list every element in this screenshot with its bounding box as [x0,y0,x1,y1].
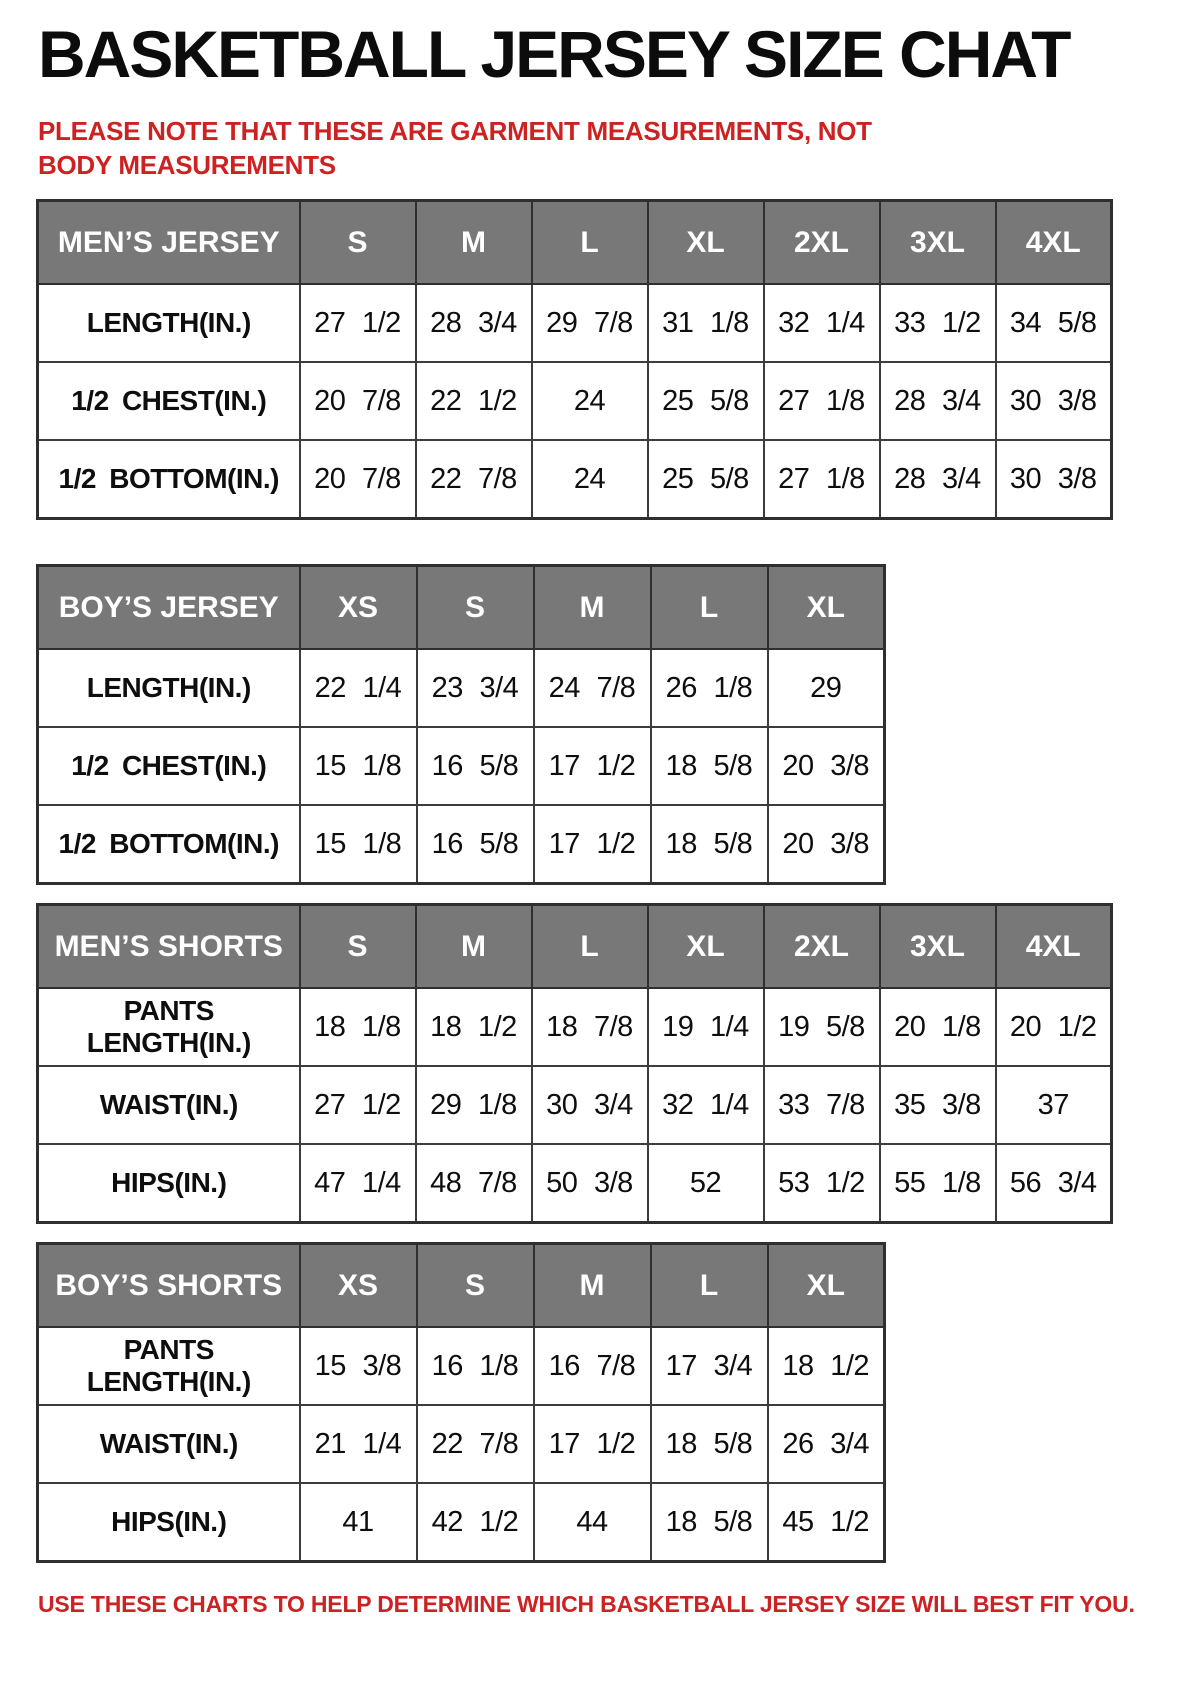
value-cell: 25 5/8 [648,440,764,518]
value-cell: 25 5/8 [648,362,764,440]
value-cell: 18 5/8 [651,727,768,805]
value-cell: 15 3/8 [300,1327,417,1405]
fit-advice-note: USE THESE CHARTS TO HELP DETERMINE WHICH BASKETBALL JERSEY SIZE WILL BEST FIT YOU. [38,1590,1135,1617]
table-title-cell: MEN’S JERSEY [38,200,300,284]
value-cell: 30 3/8 [996,440,1112,518]
value-cell: 56 3/4 [996,1144,1112,1222]
table-row [38,1144,1112,1222]
value-cell: 19 1/4 [648,988,764,1066]
row-label-cell: 1/2 CHEST(IN.) [38,362,300,440]
size-header-cell: XL [768,565,885,649]
size-header-cell: L [532,200,648,284]
value-cell: 32 1/4 [764,284,880,362]
row-label-cell: PANTS LENGTH(IN.) [38,1327,300,1405]
value-cell: 18 5/8 [651,1483,768,1561]
value-cell: 20 1/2 [996,988,1112,1066]
garment-measurements-note: PLEASE NOTE THAT THESE ARE GARMENT MEASUREMENTS, NOT BODY MEASUREMENTS [38,116,872,181]
value-cell: 35 3/8 [880,1066,996,1144]
table-row [38,1405,885,1483]
value-cell: 30 3/8 [996,362,1112,440]
size-chart-page [0,17,1200,1618]
value-cell: 29 7/8 [532,284,648,362]
table-header-row [38,200,1112,284]
value-cell: 50 3/8 [532,1144,648,1222]
size-header-cell: 2XL [764,904,880,988]
size-table-3 [36,1242,886,1563]
value-cell: 26 1/8 [651,649,768,727]
value-cell: 33 7/8 [764,1066,880,1144]
page-title: BASKETBALL JERSEY SIZE CHAT [38,17,1070,91]
table-row [38,284,1112,362]
value-cell: 26 3/4 [768,1405,885,1483]
row-label-cell: LENGTH(IN.) [38,284,300,362]
value-cell: 53 1/2 [764,1144,880,1222]
value-cell: 17 1/2 [534,1405,651,1483]
value-cell: 29 1/8 [416,1066,532,1144]
value-cell: 18 5/8 [651,1405,768,1483]
value-cell: 15 1/8 [300,727,417,805]
value-cell: 27 1/8 [764,362,880,440]
value-cell: 42 1/2 [417,1483,534,1561]
value-cell: 28 3/4 [880,362,996,440]
size-header-cell: 2XL [764,200,880,284]
table-header-row [38,904,1112,988]
table-row [38,1066,1112,1144]
value-cell: 16 5/8 [417,727,534,805]
value-cell: 18 7/8 [532,988,648,1066]
table-title-cell: BOY’S SHORTS [38,1243,300,1327]
row-label-cell: 1/2 BOTTOM(IN.) [38,440,300,518]
value-cell: 24 7/8 [534,649,651,727]
row-label-cell: HIPS(IN.) [38,1483,300,1561]
size-header-cell: 3XL [880,904,996,988]
size-header-cell: L [651,1243,768,1327]
value-cell: 33 1/2 [880,284,996,362]
size-header-cell: S [417,1243,534,1327]
size-header-cell: M [534,565,651,649]
value-cell: 27 1/2 [300,1066,416,1144]
value-cell: 18 5/8 [651,805,768,883]
value-cell: 22 1/4 [300,649,417,727]
value-cell: 19 5/8 [764,988,880,1066]
value-cell: 48 7/8 [416,1144,532,1222]
value-cell: 29 [768,649,885,727]
size-header-cell: XL [648,904,764,988]
table-row [38,988,1112,1066]
row-label-cell: 1/2 BOTTOM(IN.) [38,805,300,883]
size-header-cell: XS [300,565,417,649]
size-tables-container [0,199,1200,1563]
value-cell: 23 3/4 [417,649,534,727]
value-cell: 16 5/8 [417,805,534,883]
value-cell: 18 1/2 [768,1327,885,1405]
size-table-2 [36,903,1113,1224]
table-title-cell: MEN’S SHORTS [38,904,300,988]
value-cell: 18 1/8 [300,988,416,1066]
value-cell: 17 1/2 [534,727,651,805]
value-cell: 27 1/2 [300,284,416,362]
value-cell: 16 1/8 [417,1327,534,1405]
value-cell: 17 1/2 [534,805,651,883]
value-cell: 24 [532,362,648,440]
size-header-cell: S [300,904,416,988]
value-cell: 15 1/8 [300,805,417,883]
value-cell: 16 7/8 [534,1327,651,1405]
table-title-cell: BOY’S JERSEY [38,565,300,649]
size-header-cell: XS [300,1243,417,1327]
size-header-cell: M [416,904,532,988]
size-header-cell: 4XL [996,200,1112,284]
value-cell: 37 [996,1066,1112,1144]
value-cell: 21 1/4 [300,1405,417,1483]
value-cell: 47 1/4 [300,1144,416,1222]
size-header-cell: L [651,565,768,649]
row-label-cell: WAIST(IN.) [38,1405,300,1483]
row-label-cell: 1/2 CHEST(IN.) [38,727,300,805]
table-row [38,649,885,727]
value-cell: 27 1/8 [764,440,880,518]
value-cell: 17 3/4 [651,1327,768,1405]
value-cell: 22 7/8 [416,440,532,518]
size-header-cell: M [534,1243,651,1327]
value-cell: 32 1/4 [648,1066,764,1144]
value-cell: 41 [300,1483,417,1561]
value-cell: 30 3/4 [532,1066,648,1144]
value-cell: 31 1/8 [648,284,764,362]
value-cell: 34 5/8 [996,284,1112,362]
size-table-0 [36,199,1113,520]
value-cell: 28 3/4 [880,440,996,518]
value-cell: 44 [534,1483,651,1561]
value-cell: 24 [532,440,648,518]
table-header-row [38,565,885,649]
table-row [38,362,1112,440]
table-row [38,1483,885,1561]
value-cell: 20 7/8 [300,440,416,518]
value-cell: 18 1/2 [416,988,532,1066]
row-label-cell: LENGTH(IN.) [38,649,300,727]
size-header-cell: 3XL [880,200,996,284]
value-cell: 22 7/8 [417,1405,534,1483]
value-cell: 20 1/8 [880,988,996,1066]
value-cell: 28 3/4 [416,284,532,362]
table-header-row [38,1243,885,1327]
value-cell: 20 3/8 [768,805,885,883]
table-row [38,727,885,805]
size-table-1 [36,564,886,885]
size-header-cell: XL [648,200,764,284]
value-cell: 22 1/2 [416,362,532,440]
table-row [38,1327,885,1405]
size-header-cell: XL [768,1243,885,1327]
size-header-cell: S [300,200,416,284]
table-row [38,805,885,883]
size-header-cell: S [417,565,534,649]
row-label-cell: PANTS LENGTH(IN.) [38,988,300,1066]
value-cell: 52 [648,1144,764,1222]
value-cell: 55 1/8 [880,1144,996,1222]
value-cell: 45 1/2 [768,1483,885,1561]
row-label-cell: HIPS(IN.) [38,1144,300,1222]
value-cell: 20 7/8 [300,362,416,440]
size-header-cell: M [416,200,532,284]
size-header-cell: L [532,904,648,988]
value-cell: 20 3/8 [768,727,885,805]
size-header-cell: 4XL [996,904,1112,988]
row-label-cell: WAIST(IN.) [38,1066,300,1144]
table-row [38,440,1112,518]
